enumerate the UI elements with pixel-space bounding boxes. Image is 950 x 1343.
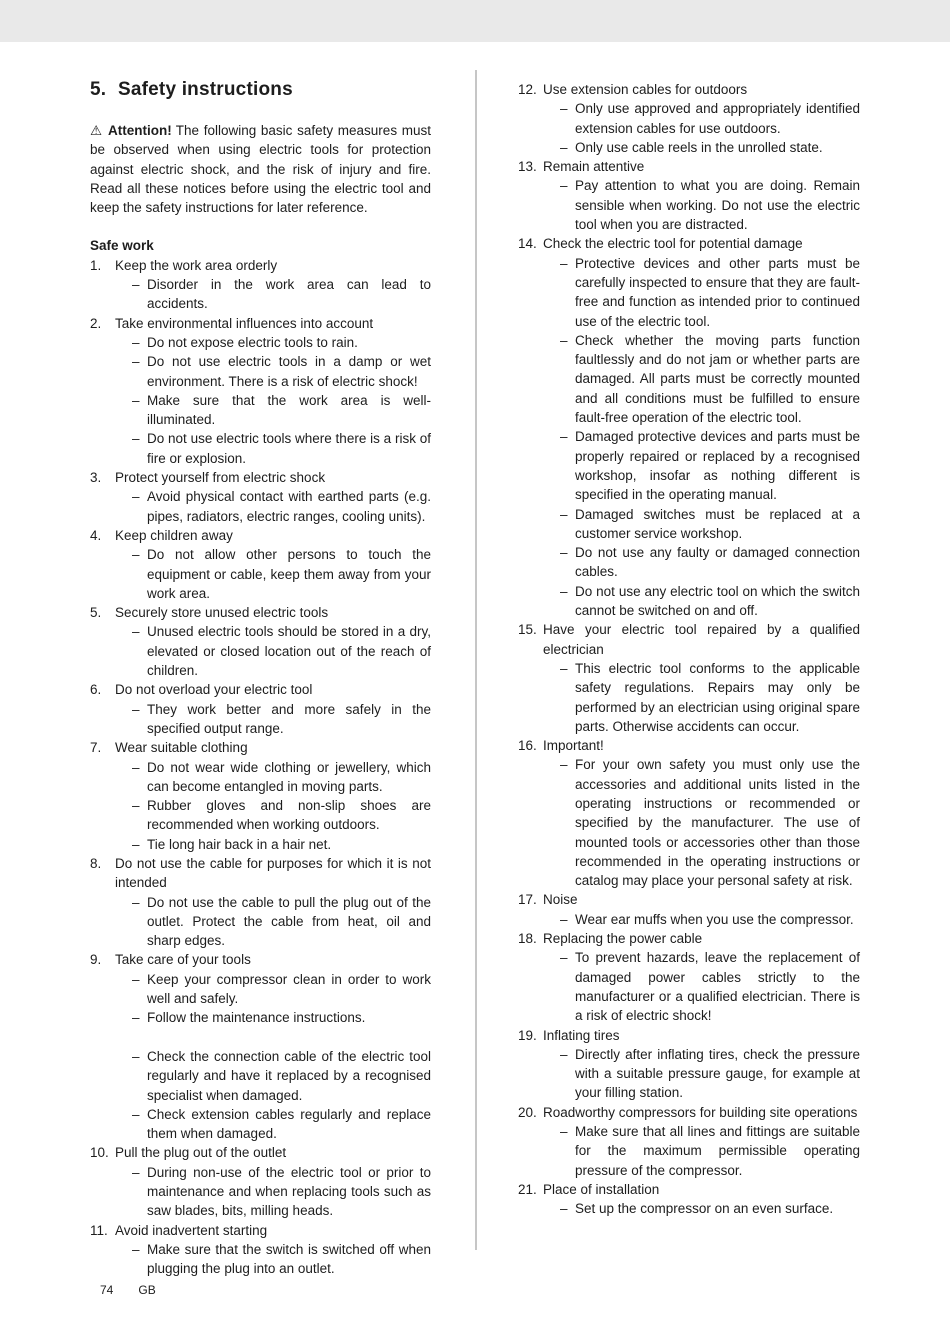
item-title: Important!	[543, 738, 604, 754]
sub-item-text: This electric tool conforms to the applicable safety regulations. Repairs may only be performed by an electrician using original spare parts. Otherwise accidents can occur.	[575, 660, 860, 734]
item-number: 6.	[90, 682, 102, 698]
sub-item-text: They work better and more safely in the specified output range.	[147, 701, 431, 736]
attention-label: Attention!	[108, 123, 172, 138]
sub-item	[115, 758, 431, 797]
left-column-items	[90, 256, 431, 1279]
sub-item-text: Protective devices and other parts must be carefully inspected to ensure that they are fault-free and function as intended prior to continued use of the electric tool.	[575, 255, 860, 329]
numbered-item	[90, 1143, 431, 1220]
sub-item	[543, 582, 860, 621]
numbered-item	[90, 314, 431, 468]
sub-item-text: Make sure that the switch is switched off when plugging the plug into an outlet.	[147, 1241, 431, 1277]
sub-item	[115, 1047, 431, 1105]
item-title: Protect yourself from electric shock	[115, 470, 326, 486]
sub-item-text: Make sure that the work area is well-illuminated.	[147, 392, 431, 428]
dash-bullet: –	[560, 506, 568, 522]
numbered-item	[90, 603, 431, 680]
dash-bullet: –	[132, 392, 140, 408]
page-title-text: Safety instructions	[118, 79, 293, 100]
sub-item	[543, 138, 860, 157]
sub-item-text: Check whether the moving parts function faultlessly and do not jam or whether parts are damaged. All parts must be correctly mounted and all conditions must be fulfilled to ensure fault-free operation of the electric tool.	[575, 332, 860, 426]
dash-bullet: –	[132, 624, 140, 640]
item-title: Roadworthy compressors for building site operations	[543, 1104, 858, 1120]
sub-item-text: Only use approved and appropriately identified extension cables for use outdoors.	[575, 101, 860, 136]
numbered-item	[518, 1180, 860, 1219]
numbered-item	[518, 890, 860, 929]
item-number: 19.	[518, 1027, 537, 1043]
item-number: 4.	[90, 527, 102, 543]
sub-item	[115, 1240, 431, 1279]
sub-item-text: Do not allow other persons to touch the equipment or cable, keep them away from your work area.	[147, 547, 431, 601]
dash-bullet: –	[560, 255, 568, 271]
sub-item-text: For your own safety you must only use the accessories and additional units listed in the operating instructions or recommended or specified by the manufacturer. The use of mounted tools or accessories other than those recommended in the operating instructions or catalog may place your personal safety at risk.	[575, 757, 860, 889]
section-heading: Safe work	[90, 238, 154, 254]
sub-item-text: Unused electric tools should be stored in a dry, elevated or closed location out of the reach of children.	[147, 624, 431, 679]
numbered-item	[90, 680, 431, 738]
dash-bullet: –	[560, 757, 568, 773]
sub-item-text: Directly after inflating tires, check the pressure with a suitable pressure gauge, for example at your filling station.	[575, 1046, 860, 1101]
dash-bullet: –	[560, 1124, 568, 1140]
dash-bullet: –	[560, 139, 568, 155]
sub-item-text: Set up the compressor on an even surface.	[575, 1201, 834, 1217]
sub-item	[543, 427, 860, 504]
dash-bullet: –	[132, 277, 140, 293]
sub-item	[115, 333, 431, 352]
sub-item-text: Pay attention to what you are doing. Remain sensible when working. Do not use the electric tool when you are distracted.	[575, 178, 860, 233]
sub-item	[543, 176, 860, 234]
sub-item-text: Damaged switches must be replaced at a customer service workshop.	[575, 506, 860, 541]
item-number: 12.	[518, 82, 537, 97]
item-number: 8.	[90, 855, 102, 871]
item-number: 16.	[518, 738, 537, 754]
dash-bullet: –	[132, 547, 140, 563]
numbered-item	[518, 157, 860, 234]
item-number: 18.	[518, 931, 537, 947]
sub-item	[115, 1163, 431, 1221]
right-column-items	[518, 80, 860, 1219]
dash-bullet: –	[132, 1164, 140, 1180]
item-number: 13.	[518, 159, 537, 175]
intro-paragraph	[90, 121, 431, 217]
item-number: 20.	[518, 1104, 537, 1120]
item-number: 9.	[90, 952, 102, 968]
header-band	[0, 0, 950, 42]
sub-item-text: Avoid physical contact with earthed parts (e.g. pipes, radiators, electric ranges, cooling units).	[147, 489, 431, 524]
item-title: Avoid inadvertent starting	[115, 1222, 268, 1238]
sub-item-text: During non-use of the electric tool or prior to maintenance and when replacing tools such as saw blades, bits, milling heads.	[147, 1164, 431, 1219]
item-number: 17.	[518, 892, 537, 908]
sub-item	[115, 1008, 431, 1027]
sub-item-text: Rubber gloves and non-slip shoes are recommended when working outdoors.	[147, 798, 431, 833]
sub-item-text: Do not expose electric tools to rain.	[147, 334, 358, 350]
item-title: Inflating tires	[543, 1027, 620, 1043]
item-number: 7.	[90, 740, 102, 756]
dash-bullet: –	[560, 950, 568, 966]
item-title: Take environmental influences into account	[115, 315, 374, 331]
sub-item	[115, 700, 431, 739]
sub-item-text: Wear ear muffs when you use the compressor.	[575, 911, 854, 927]
dash-bullet: –	[132, 759, 140, 775]
item-title: Keep children away	[115, 527, 233, 543]
sub-item-text: To prevent hazards, leave the replacement of damaged power cables strictly to the manufacturer or a qualified electrician. There is a risk of electric shock!	[575, 950, 860, 1024]
dash-bullet: –	[132, 431, 140, 447]
sub-item	[543, 910, 860, 929]
dash-bullet: –	[560, 1046, 568, 1062]
item-title: Replacing the power cable	[543, 931, 703, 947]
numbered-item	[90, 950, 431, 1143]
sub-item	[543, 331, 860, 427]
item-number: 15.	[518, 622, 537, 638]
sub-item-text: Keep your compressor clean in order to work well and safely.	[147, 971, 431, 1007]
dash-bullet: –	[132, 836, 140, 852]
dash-bullet: –	[132, 1048, 140, 1064]
item-title: Wear suitable clothing	[115, 740, 248, 756]
item-number: 1.	[90, 257, 102, 273]
item-number: 14.	[518, 236, 537, 252]
item-title: Place of installation	[543, 1181, 660, 1197]
sub-item	[115, 275, 431, 314]
sub-item-text: Do not use any faulty or damaged connection cables.	[575, 545, 860, 580]
item-title: Take care of your tools	[115, 952, 251, 968]
item-title: Noise	[543, 892, 578, 908]
sub-item	[115, 429, 431, 468]
dash-bullet: –	[132, 1010, 140, 1026]
dash-bullet: –	[560, 545, 568, 561]
sub-item	[115, 796, 431, 835]
sub-item	[115, 352, 431, 391]
item-title: Pull the plug out of the outlet	[115, 1145, 287, 1161]
dash-bullet: –	[560, 101, 568, 117]
page-footer	[100, 1283, 156, 1297]
sub-item-text: Do not use any electric tool on which the switch cannot be switched on and off.	[575, 583, 860, 619]
numbered-item	[518, 234, 860, 620]
sub-item	[543, 1122, 860, 1180]
item-number: 10.	[90, 1145, 109, 1161]
page-title	[90, 78, 431, 102]
sub-item-text: Do not use the cable to pull the plug out of the outlet. Protect the cable from heat, oil and sharp edges.	[147, 894, 431, 949]
sub-item	[543, 659, 860, 736]
item-title: Have your electric tool repaired by a qualified electrician	[543, 622, 860, 657]
sub-item	[115, 391, 431, 430]
item-title: Remain attentive	[543, 159, 645, 175]
page-title-number: 5.	[90, 79, 107, 100]
dash-bullet: –	[560, 429, 568, 445]
numbered-item	[90, 468, 431, 526]
dash-bullet: –	[132, 1241, 140, 1257]
sub-item-text: Do not wear wide clothing or jewellery, which can become entangled in moving parts.	[147, 759, 431, 794]
sub-item-text: Follow the maintenance instructions.	[147, 1010, 366, 1026]
item-number: 2.	[90, 315, 102, 331]
item-title: Do not overload your electric tool	[115, 682, 313, 698]
page-number: 74	[100, 1283, 114, 1297]
numbered-item	[518, 929, 860, 1025]
dash-bullet: –	[560, 911, 568, 927]
dash-bullet: –	[132, 1106, 140, 1122]
sub-item	[115, 487, 431, 526]
item-title: Check the electric tool for potential damage	[543, 236, 803, 252]
sub-item	[543, 948, 860, 1025]
sub-item	[115, 1105, 431, 1144]
numbered-item	[518, 620, 860, 736]
sub-item	[115, 893, 431, 951]
sub-item	[543, 755, 860, 890]
sub-item-text: Check the connection cable of the electric tool regularly and have it replaced by a recognised specialist when damaged.	[147, 1048, 431, 1103]
sub-item	[543, 99, 860, 138]
sub-item	[115, 970, 431, 1009]
sub-item	[543, 505, 860, 544]
dash-bullet: –	[560, 1201, 568, 1217]
dash-bullet: –	[132, 489, 140, 505]
dash-bullet: –	[560, 332, 568, 348]
dash-bullet: –	[132, 798, 140, 814]
dash-bullet: –	[132, 354, 140, 370]
dash-bullet: –	[132, 894, 140, 910]
sub-item-text: Do not use electric tools in a damp or wet environment. There is a risk of electric shock!	[147, 354, 431, 389]
sub-item	[115, 835, 431, 854]
sub-item	[543, 1045, 860, 1103]
sub-item-text: Do not use electric tools where there is a risk of fire or explosion.	[147, 431, 431, 466]
dash-bullet: –	[132, 971, 140, 987]
dash-bullet: –	[560, 660, 568, 676]
left-column	[90, 78, 431, 1279]
item-title: Do not use the cable for purposes for which it is not intended	[115, 855, 431, 891]
dash-bullet: –	[132, 701, 140, 717]
intro-text: The following basic safety measures must be observed when using electric tools for protection against electric shock, and the risk of injury and fire. Read all these notices before using the electric tool and keep the safety instructions for later reference.	[90, 123, 431, 216]
numbered-item	[518, 1026, 860, 1103]
numbered-item	[518, 1103, 860, 1180]
language-code: GB	[138, 1283, 156, 1297]
item-number: 11.	[90, 1222, 108, 1238]
numbered-item	[90, 738, 431, 854]
right-column	[518, 80, 860, 1219]
sub-item-text: Make sure that all lines and fittings are suitable for the maximum permissible operating pressure of the compressor.	[575, 1124, 860, 1178]
numbered-item	[90, 1221, 431, 1279]
numbered-item	[90, 256, 431, 314]
item-title: Securely store unused electric tools	[115, 605, 329, 621]
column-divider	[475, 70, 477, 1250]
dash-bullet: –	[560, 583, 568, 599]
item-number: 3.	[90, 470, 102, 486]
item-number: 21.	[518, 1181, 537, 1197]
item-title: Keep the work area orderly	[115, 257, 278, 273]
sub-item-text: Only use cable reels in the unrolled state.	[575, 139, 823, 155]
sub-item-text: Tie long hair back in a hair net.	[147, 836, 332, 852]
item-title: Use extension cables for outdoors	[543, 82, 748, 97]
numbered-item	[518, 736, 860, 890]
sub-item-text: Disorder in the work area can lead to accidents.	[147, 277, 431, 312]
dash-bullet: –	[132, 334, 140, 350]
warning-icon: ⚠	[90, 123, 104, 138]
numbered-item	[518, 80, 860, 157]
dash-bullet: –	[560, 178, 568, 194]
sub-item	[543, 1199, 860, 1218]
sub-item-text: Damaged protective devices and parts must be properly repaired or replaced by a recognised workshop, insofar as nothing different is specified in the operating manual.	[575, 429, 860, 503]
numbered-item	[90, 526, 431, 603]
numbered-item	[90, 854, 431, 950]
item-number: 5.	[90, 605, 102, 621]
sub-item	[543, 543, 860, 582]
sub-item-text: Check extension cables regularly and replace them when damaged.	[147, 1106, 431, 1142]
sub-item	[115, 622, 431, 680]
sub-item	[115, 545, 431, 603]
sub-item	[543, 254, 860, 331]
